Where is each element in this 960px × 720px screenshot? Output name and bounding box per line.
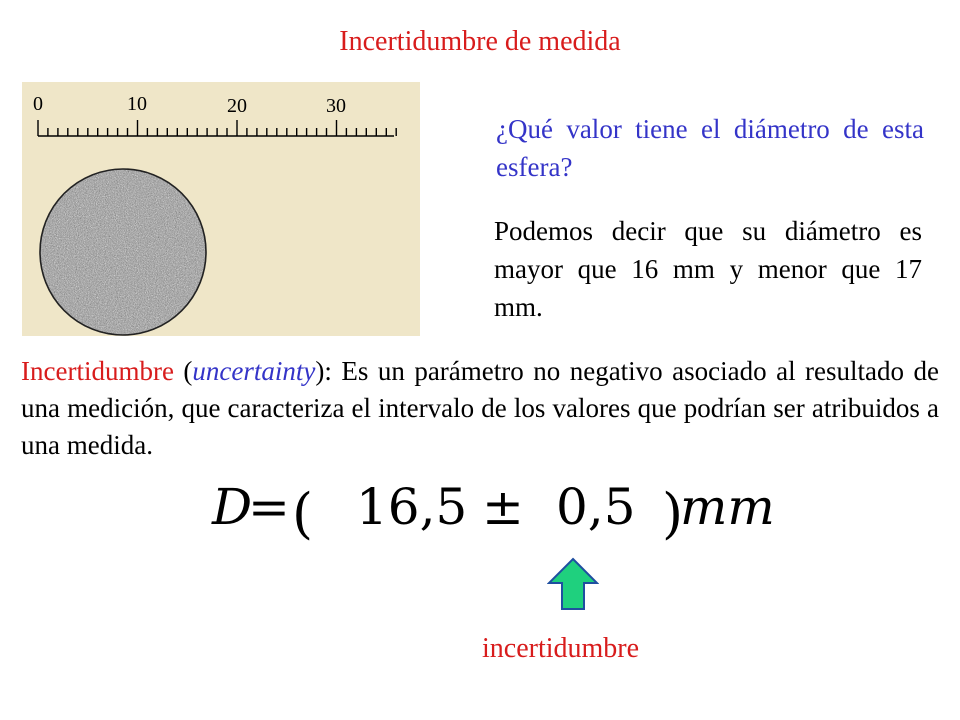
equation-variable: D — [212, 478, 253, 536]
definition-open-paren: ( — [173, 356, 193, 386]
equation-open-paren: ( — [292, 482, 314, 545]
uncertainty-label: incertidumbre — [482, 633, 640, 664]
equation-value: 16,5 — [356, 478, 468, 536]
answer-text: Podemos decir que su diámetro es mayor que 16 mm y menor que 17 mm. — [494, 216, 922, 322]
ruler-label-0: 0 — [33, 93, 43, 115]
definition-paragraph — [21, 353, 939, 464]
ruler-ticks — [38, 120, 396, 136]
equation-close-paren: ) — [662, 482, 684, 545]
ruler-label-30: 30 — [326, 95, 346, 117]
definition-body: ): Es un parámetro no negativo asociado al resultado de una medición, que caracteriza el intervalo de los valores que podrían ser atribuidos a una medida. — [21, 356, 939, 460]
equation-equals: = — [248, 478, 290, 536]
up-arrow-icon — [547, 557, 599, 611]
equation-unit: mm — [680, 478, 775, 536]
ruler-label-10: 10 — [127, 93, 147, 115]
equation-uncertainty: 0,5 — [556, 478, 636, 536]
ruler-label-20: 20 — [227, 95, 247, 117]
definition-term: Incertidumbre — [21, 356, 174, 386]
ruler-sphere-illustration — [22, 82, 420, 336]
slide-title: Incertidumbre de medida — [339, 26, 621, 57]
definition-english-term: uncertainty — [192, 356, 316, 386]
ruler-image-panel — [22, 82, 420, 336]
question-text: ¿Qué valor tiene el diámetro de esta esfera? — [496, 114, 924, 182]
equation-plus-minus: ± — [482, 478, 524, 536]
sphere — [40, 169, 206, 335]
